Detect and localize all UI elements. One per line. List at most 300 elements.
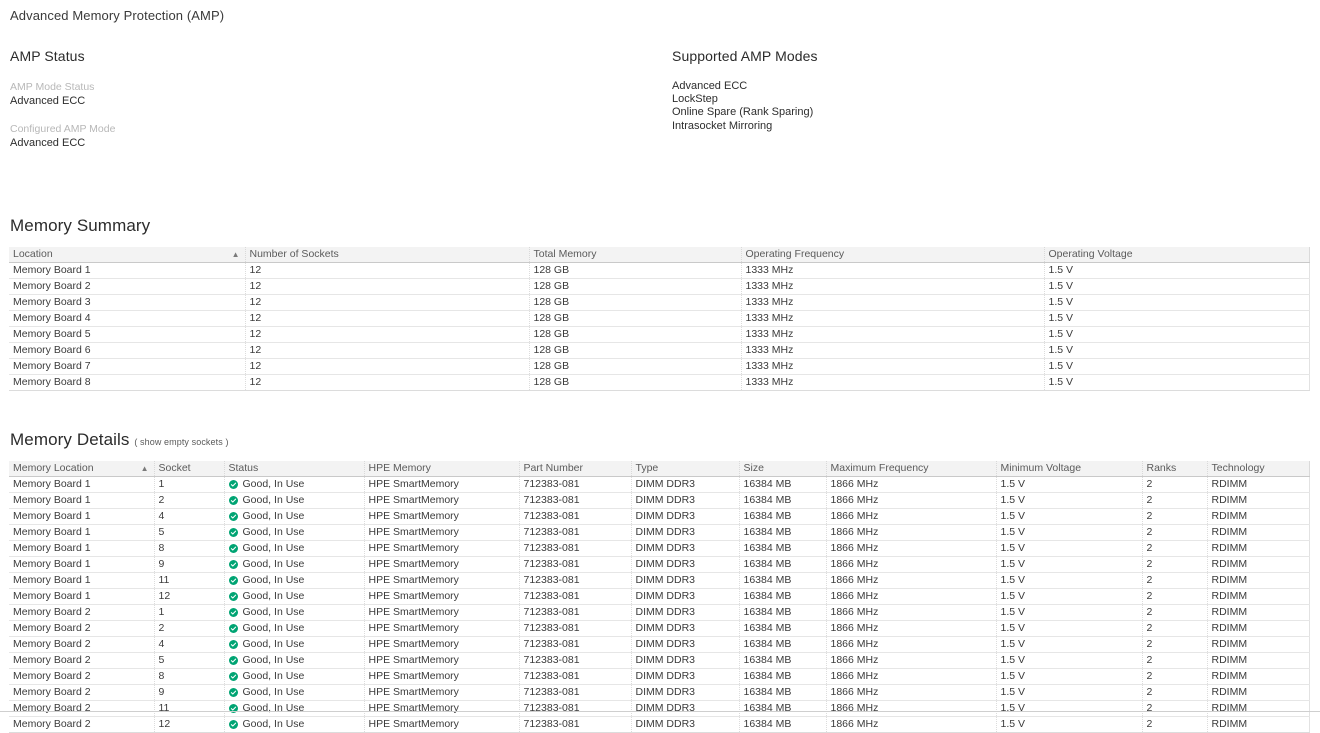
table-cell: 1333 MHz xyxy=(741,327,1044,343)
table-cell: 1.5 V xyxy=(996,573,1142,589)
check-circle-icon xyxy=(229,592,238,601)
column-header-label: Size xyxy=(743,462,764,474)
table-cell: 1866 MHz xyxy=(826,605,996,621)
memory-details-title: Memory Details xyxy=(10,430,130,449)
table-cell: 712383-081 xyxy=(519,557,631,573)
table-cell: 2 xyxy=(1142,541,1207,557)
status-text: Good, In Use xyxy=(242,574,305,586)
column-header-status[interactable] xyxy=(224,461,364,477)
column-header-technology[interactable] xyxy=(1207,461,1309,477)
column-header-label: Operating Frequency xyxy=(745,248,845,260)
table-cell: 12 xyxy=(245,263,529,279)
table-cell xyxy=(224,573,364,589)
table-cell: Memory Board 1 xyxy=(9,573,154,589)
check-circle-icon xyxy=(229,656,238,665)
table-cell: RDIMM xyxy=(1207,669,1309,685)
table-cell: 5 xyxy=(154,653,224,669)
status-text: Good, In Use xyxy=(242,670,305,682)
table-cell: 1.5 V xyxy=(996,477,1142,493)
table-cell: Memory Board 2 xyxy=(9,637,154,653)
table-cell: 2 xyxy=(1142,637,1207,653)
amp-mode-item: Online Spare (Rank Sparing) xyxy=(672,106,814,119)
column-header-label: Minimum Voltage xyxy=(1000,462,1082,474)
column-header-label: HPE Memory xyxy=(368,462,431,474)
column-header-memory-location[interactable] xyxy=(9,461,154,477)
status-text: Good, In Use xyxy=(242,494,305,506)
table-cell: 16384 MB xyxy=(739,589,826,605)
table-cell: 1333 MHz xyxy=(741,375,1044,391)
table-cell: 2 xyxy=(1142,525,1207,541)
table-cell: 12 xyxy=(154,717,224,733)
status-text: Good, In Use xyxy=(242,718,305,730)
table-cell: 16384 MB xyxy=(739,621,826,637)
table-cell: Memory Board 2 xyxy=(9,653,154,669)
table-cell: HPE SmartMemory xyxy=(364,701,519,717)
table-cell: 1.5 V xyxy=(996,637,1142,653)
table-cell: 128 GB xyxy=(529,279,741,295)
status-text: Good, In Use xyxy=(242,590,305,602)
table-row[interactable] xyxy=(9,653,1309,669)
table-cell: 1.5 V xyxy=(1044,279,1309,295)
table-cell: 712383-081 xyxy=(519,573,631,589)
memory-details-table xyxy=(9,461,1310,733)
table-cell xyxy=(224,701,364,717)
table-cell: 1 xyxy=(154,605,224,621)
table-cell: RDIMM xyxy=(1207,717,1309,733)
status-badge xyxy=(229,541,364,556)
check-circle-icon xyxy=(229,624,238,633)
table-cell: 1 xyxy=(154,477,224,493)
status-badge xyxy=(229,509,364,524)
table-cell: 1866 MHz xyxy=(826,525,996,541)
table-cell: 1.5 V xyxy=(996,717,1142,733)
memory-summary-heading: Memory Summary xyxy=(10,216,151,235)
amp-mode-item: Advanced ECC xyxy=(672,80,748,92)
table-row[interactable] xyxy=(9,477,1309,493)
status-badge xyxy=(229,493,364,508)
table-cell: 2 xyxy=(1142,653,1207,669)
table-cell: HPE SmartMemory xyxy=(364,589,519,605)
table-cell: 128 GB xyxy=(529,263,741,279)
table-cell: Memory Board 2 xyxy=(9,279,245,295)
status-badge xyxy=(229,477,364,492)
table-cell: 11 xyxy=(154,573,224,589)
table-cell: Memory Board 6 xyxy=(9,343,245,359)
table-cell: 12 xyxy=(245,311,529,327)
status-badge xyxy=(229,685,364,700)
table-cell: 712383-081 xyxy=(519,605,631,621)
table-cell: 2 xyxy=(1142,669,1207,685)
table-cell: 712383-081 xyxy=(519,525,631,541)
table-cell: 712383-081 xyxy=(519,621,631,637)
column-header-label: Number of Sockets xyxy=(249,248,339,260)
table-cell: 1.5 V xyxy=(996,653,1142,669)
show-empty-sockets-link[interactable]: ( show empty sockets ) xyxy=(134,437,229,447)
table-cell: 16384 MB xyxy=(739,525,826,541)
table-cell: 712383-081 xyxy=(519,653,631,669)
status-text: Good, In Use xyxy=(242,638,305,650)
table-cell: 1.5 V xyxy=(1044,263,1309,279)
column-header-type[interactable] xyxy=(631,461,739,477)
table-cell xyxy=(224,509,364,525)
table-cell: RDIMM xyxy=(1207,589,1309,605)
table-cell: HPE SmartMemory xyxy=(364,637,519,653)
table-cell: Memory Board 1 xyxy=(9,589,154,605)
table-cell: 8 xyxy=(154,541,224,557)
column-header-label: Memory Location xyxy=(13,462,94,474)
table-cell: 712383-081 xyxy=(519,717,631,733)
column-header-socket[interactable] xyxy=(154,461,224,477)
column-header-label: Total Memory xyxy=(533,248,597,260)
table-cell: RDIMM xyxy=(1207,509,1309,525)
column-header-label: Location xyxy=(13,248,53,260)
status-text: Good, In Use xyxy=(242,542,305,554)
table-cell: HPE SmartMemory xyxy=(364,477,519,493)
table-cell: Memory Board 2 xyxy=(9,717,154,733)
table-cell: 1333 MHz xyxy=(741,279,1044,295)
table-cell: DIMM DDR3 xyxy=(631,509,739,525)
table-cell: 712383-081 xyxy=(519,669,631,685)
check-circle-icon xyxy=(229,640,238,649)
table-cell xyxy=(224,589,364,605)
table-cell: DIMM DDR3 xyxy=(631,653,739,669)
column-header-label: Technology xyxy=(1211,462,1265,474)
column-header-maximum-frequency[interactable] xyxy=(826,461,996,477)
table-cell: RDIMM xyxy=(1207,621,1309,637)
table-cell: 1333 MHz xyxy=(741,311,1044,327)
table-cell: RDIMM xyxy=(1207,493,1309,509)
table-cell: Memory Board 1 xyxy=(9,541,154,557)
table-cell: 2 xyxy=(1142,717,1207,733)
table-cell: 1.5 V xyxy=(1044,375,1309,391)
table-cell: RDIMM xyxy=(1207,557,1309,573)
table-cell: HPE SmartMemory xyxy=(364,717,519,733)
table-cell: 1866 MHz xyxy=(826,541,996,557)
table-cell: RDIMM xyxy=(1207,605,1309,621)
table-cell: RDIMM xyxy=(1207,685,1309,701)
check-circle-icon xyxy=(229,672,238,681)
table-cell: 712383-081 xyxy=(519,685,631,701)
table-cell: DIMM DDR3 xyxy=(631,637,739,653)
table-cell: 9 xyxy=(154,557,224,573)
table-cell: 1333 MHz xyxy=(741,359,1044,375)
table-cell: HPE SmartMemory xyxy=(364,525,519,541)
table-cell: Memory Board 3 xyxy=(9,295,245,311)
table-cell: Memory Board 2 xyxy=(9,621,154,637)
table-cell: 12 xyxy=(245,359,529,375)
table-cell: 1.5 V xyxy=(1044,295,1309,311)
column-header-label: Ranks xyxy=(1146,462,1177,474)
table-cell: 128 GB xyxy=(529,359,741,375)
table-cell: 2 xyxy=(1142,621,1207,637)
table-cell: 5 xyxy=(154,525,224,541)
table-cell xyxy=(224,477,364,493)
table-cell: DIMM DDR3 xyxy=(631,621,739,637)
table-cell: 1.5 V xyxy=(996,701,1142,717)
page-bottom-divider xyxy=(0,711,1320,712)
table-cell: Memory Board 2 xyxy=(9,685,154,701)
table-cell: RDIMM xyxy=(1207,525,1309,541)
table-cell: 1866 MHz xyxy=(826,653,996,669)
sort-ascending-icon: ▲ xyxy=(231,250,240,259)
status-badge xyxy=(229,701,364,716)
table-cell: 16384 MB xyxy=(739,605,826,621)
check-circle-icon xyxy=(229,608,238,617)
check-circle-icon xyxy=(229,688,238,697)
table-cell: DIMM DDR3 xyxy=(631,525,739,541)
table-row[interactable] xyxy=(9,509,1309,525)
column-header-label: Status xyxy=(228,462,259,474)
column-header-minimum-voltage[interactable] xyxy=(996,461,1142,477)
table-cell: Memory Board 1 xyxy=(9,263,245,279)
table-cell xyxy=(224,637,364,653)
table-cell: 1866 MHz xyxy=(826,685,996,701)
status-text: Good, In Use xyxy=(242,622,305,634)
table-cell: 712383-081 xyxy=(519,637,631,653)
table-cell: 1866 MHz xyxy=(826,717,996,733)
status-badge xyxy=(229,557,364,572)
status-text: Good, In Use xyxy=(242,686,305,698)
status-badge xyxy=(229,525,364,540)
table-cell: DIMM DDR3 xyxy=(631,701,739,717)
check-circle-icon xyxy=(229,560,238,569)
table-cell: Memory Board 2 xyxy=(9,669,154,685)
table-cell: DIMM DDR3 xyxy=(631,605,739,621)
status-badge xyxy=(229,637,364,652)
table-cell: 1.5 V xyxy=(996,557,1142,573)
table-cell: 1866 MHz xyxy=(826,637,996,653)
table-cell: DIMM DDR3 xyxy=(631,541,739,557)
column-header-ranks[interactable] xyxy=(1142,461,1207,477)
table-row[interactable] xyxy=(9,701,1309,717)
table-cell: 712383-081 xyxy=(519,589,631,605)
table-cell: RDIMM xyxy=(1207,477,1309,493)
table-cell: 1866 MHz xyxy=(826,509,996,525)
column-header-label: Maximum Frequency xyxy=(830,462,929,474)
table-cell: 2 xyxy=(1142,605,1207,621)
memory-details-header-row xyxy=(9,461,1309,477)
table-cell: 1866 MHz xyxy=(826,701,996,717)
table-cell: 128 GB xyxy=(529,327,741,343)
table-cell: Memory Board 1 xyxy=(9,525,154,541)
table-cell: 1.5 V xyxy=(1044,327,1309,343)
table-cell: 16384 MB xyxy=(739,717,826,733)
table-cell: 1.5 V xyxy=(996,509,1142,525)
status-badge xyxy=(229,573,364,588)
table-cell: HPE SmartMemory xyxy=(364,685,519,701)
column-header-size[interactable] xyxy=(739,461,826,477)
table-cell: 12 xyxy=(245,375,529,391)
table-cell: HPE SmartMemory xyxy=(364,669,519,685)
table-row[interactable] xyxy=(9,557,1309,573)
status-badge xyxy=(229,669,364,684)
table-cell: 4 xyxy=(154,637,224,653)
column-header-label: Part Number xyxy=(523,462,584,474)
table-cell xyxy=(224,525,364,541)
table-cell xyxy=(224,669,364,685)
table-cell: 1866 MHz xyxy=(826,493,996,509)
table-cell: 11 xyxy=(154,701,224,717)
table-cell: 128 GB xyxy=(529,343,741,359)
status-text: Good, In Use xyxy=(242,558,305,570)
table-cell: HPE SmartMemory xyxy=(364,541,519,557)
table-cell: 1.5 V xyxy=(996,589,1142,605)
table-cell: 16384 MB xyxy=(739,509,826,525)
configured-amp-mode-value: Advanced ECC xyxy=(10,137,86,149)
table-cell: 12 xyxy=(154,589,224,605)
column-header-label: Operating Voltage xyxy=(1048,248,1133,260)
status-text: Good, In Use xyxy=(242,526,305,538)
table-cell: RDIMM xyxy=(1207,637,1309,653)
table-cell: Memory Board 1 xyxy=(9,557,154,573)
table-cell: 1.5 V xyxy=(996,525,1142,541)
table-cell: DIMM DDR3 xyxy=(631,573,739,589)
table-cell: 16384 MB xyxy=(739,493,826,509)
table-cell: 2 xyxy=(154,621,224,637)
table-cell: 1.5 V xyxy=(996,621,1142,637)
table-cell: DIMM DDR3 xyxy=(631,557,739,573)
check-circle-icon xyxy=(229,496,238,505)
table-cell: 2 xyxy=(1142,477,1207,493)
table-row[interactable] xyxy=(9,589,1309,605)
table-cell: Memory Board 8 xyxy=(9,375,245,391)
page-title: Advanced Memory Protection (AMP) xyxy=(10,8,225,23)
table-cell: 16384 MB xyxy=(739,701,826,717)
table-cell: 16384 MB xyxy=(739,477,826,493)
table-cell: 2 xyxy=(154,493,224,509)
table-cell xyxy=(224,493,364,509)
table-cell: RDIMM xyxy=(1207,573,1309,589)
table-cell: 12 xyxy=(245,279,529,295)
table-row[interactable] xyxy=(9,717,1309,733)
table-row[interactable] xyxy=(9,541,1309,557)
table-cell: 9 xyxy=(154,685,224,701)
table-cell: 1866 MHz xyxy=(826,477,996,493)
table-cell xyxy=(224,621,364,637)
table-cell: 1.5 V xyxy=(996,493,1142,509)
table-cell: Memory Board 2 xyxy=(9,701,154,717)
amp-mode-item: LockStep xyxy=(672,93,718,106)
check-circle-icon xyxy=(229,480,238,489)
status-text: Good, In Use xyxy=(242,606,305,618)
table-cell: 2 xyxy=(1142,573,1207,589)
table-cell: 1.5 V xyxy=(996,541,1142,557)
status-badge xyxy=(229,589,364,604)
configured-amp-mode-label: Configured AMP Mode xyxy=(10,123,116,135)
table-cell: 2 xyxy=(1142,493,1207,509)
table-cell: 712383-081 xyxy=(519,509,631,525)
table-cell: HPE SmartMemory xyxy=(364,573,519,589)
amp-mode-item: Intrasocket Mirroring xyxy=(672,119,773,132)
table-cell: 128 GB xyxy=(529,295,741,311)
table-cell xyxy=(224,605,364,621)
table-row[interactable] xyxy=(9,525,1309,541)
table-cell: 16384 MB xyxy=(739,669,826,685)
table-cell: 1866 MHz xyxy=(826,621,996,637)
table-row[interactable] xyxy=(9,621,1309,637)
table-row[interactable] xyxy=(9,573,1309,589)
table-row[interactable] xyxy=(9,669,1309,685)
check-circle-icon xyxy=(229,720,238,729)
table-cell: 712383-081 xyxy=(519,493,631,509)
table-cell: 16384 MB xyxy=(739,653,826,669)
check-circle-icon xyxy=(229,512,238,521)
table-cell: RDIMM xyxy=(1207,701,1309,717)
column-header-hpe-memory[interactable] xyxy=(364,461,519,477)
table-cell xyxy=(224,541,364,557)
table-cell: Memory Board 1 xyxy=(9,477,154,493)
table-cell: Memory Board 5 xyxy=(9,327,245,343)
status-text: Good, In Use xyxy=(242,702,305,714)
table-cell xyxy=(224,717,364,733)
table-cell: 1.5 V xyxy=(996,669,1142,685)
check-circle-icon xyxy=(229,576,238,585)
table-cell xyxy=(224,653,364,669)
table-cell xyxy=(224,557,364,573)
status-text: Good, In Use xyxy=(242,654,305,666)
table-cell: 712383-081 xyxy=(519,541,631,557)
table-cell: 1.5 V xyxy=(1044,311,1309,327)
table-cell: 128 GB xyxy=(529,311,741,327)
table-cell: DIMM DDR3 xyxy=(631,589,739,605)
table-cell: RDIMM xyxy=(1207,541,1309,557)
table-cell: Memory Board 1 xyxy=(9,509,154,525)
status-badge xyxy=(229,653,364,668)
table-cell: 712383-081 xyxy=(519,701,631,717)
status-badge xyxy=(229,621,364,636)
check-circle-icon xyxy=(229,544,238,553)
table-cell: 2 xyxy=(1142,701,1207,717)
table-row[interactable] xyxy=(9,637,1309,653)
table-cell: DIMM DDR3 xyxy=(631,717,739,733)
table-cell: HPE SmartMemory xyxy=(364,557,519,573)
table-cell: 1.5 V xyxy=(1044,343,1309,359)
table-cell: 1333 MHz xyxy=(741,263,1044,279)
table-cell: Memory Board 2 xyxy=(9,605,154,621)
table-row[interactable] xyxy=(9,605,1309,621)
table-cell: DIMM DDR3 xyxy=(631,493,739,509)
check-circle-icon xyxy=(229,528,238,537)
status-badge xyxy=(229,717,364,732)
table-cell xyxy=(224,685,364,701)
table-cell: 1866 MHz xyxy=(826,573,996,589)
table-cell: 1333 MHz xyxy=(741,295,1044,311)
table-cell: 2 xyxy=(1142,685,1207,701)
table-cell: Memory Board 4 xyxy=(9,311,245,327)
status-text: Good, In Use xyxy=(242,510,305,522)
amp-mode-status-label: AMP Mode Status xyxy=(10,81,95,93)
table-row[interactable] xyxy=(9,685,1309,701)
status-text: Good, In Use xyxy=(242,478,305,490)
table-row[interactable] xyxy=(9,493,1309,509)
supported-amp-modes-heading: Supported AMP Modes xyxy=(672,48,818,64)
table-cell: 8 xyxy=(154,669,224,685)
column-header-label: Type xyxy=(635,462,659,474)
table-cell: DIMM DDR3 xyxy=(631,685,739,701)
table-cell: HPE SmartMemory xyxy=(364,493,519,509)
table-cell: HPE SmartMemory xyxy=(364,653,519,669)
table-cell: 12 xyxy=(245,343,529,359)
status-badge xyxy=(229,605,364,620)
table-cell: 712383-081 xyxy=(519,477,631,493)
table-cell: 1333 MHz xyxy=(741,343,1044,359)
table-cell: DIMM DDR3 xyxy=(631,669,739,685)
table-cell: 2 xyxy=(1142,509,1207,525)
table-cell: 16384 MB xyxy=(739,541,826,557)
table-cell: 16384 MB xyxy=(739,637,826,653)
column-header-part-number[interactable] xyxy=(519,461,631,477)
table-cell: 4 xyxy=(154,509,224,525)
